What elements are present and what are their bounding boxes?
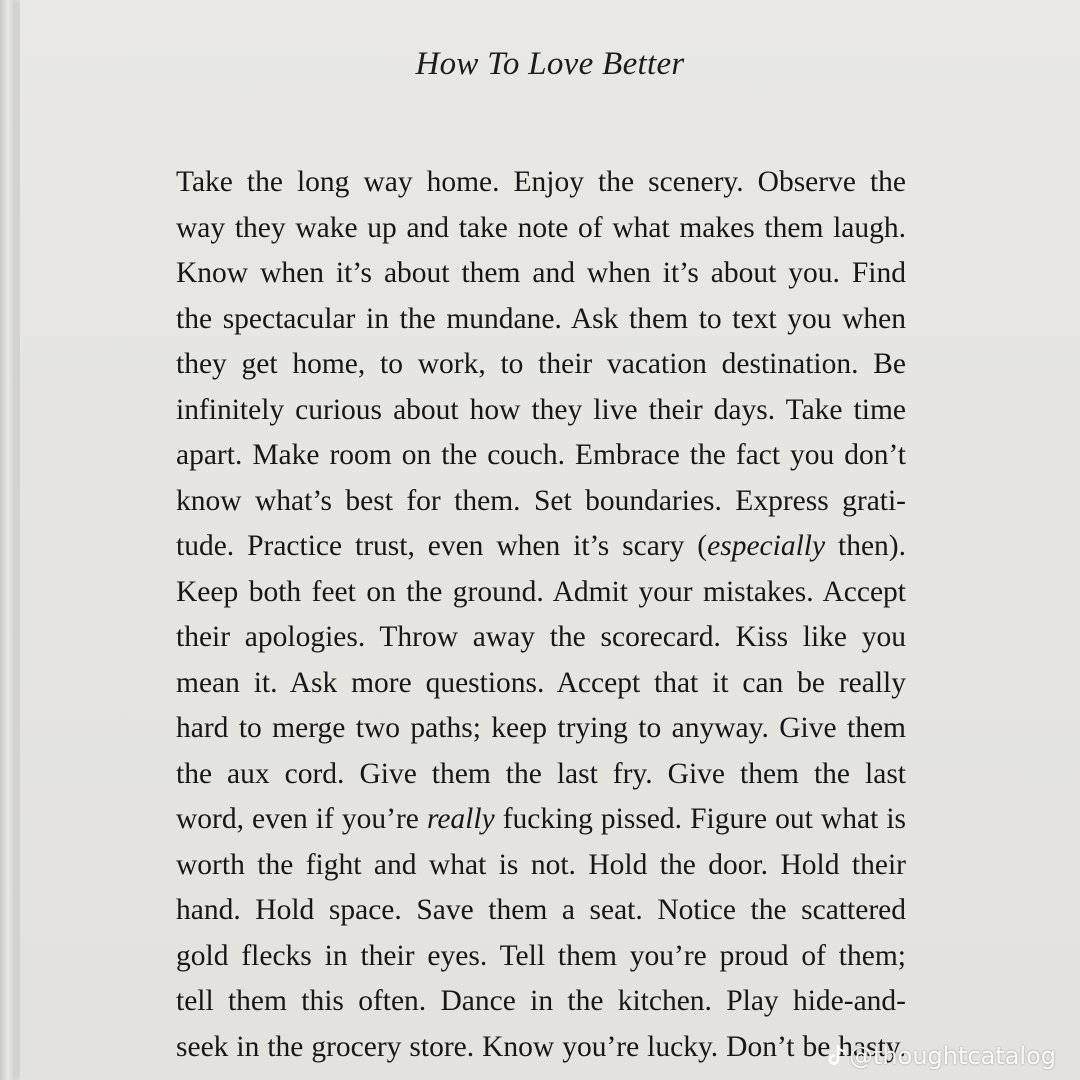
text-line: the spectacular in the mundane. Ask them to text you when	[176, 302, 906, 335]
italic-emphasis: really	[426, 803, 495, 835]
tiktok-icon	[827, 1045, 845, 1067]
text-line: worth the fight and what is not. Hold the door. Hold their	[176, 848, 906, 881]
page-title: How To Love Better	[415, 46, 685, 82]
text-line: the aux cord. Give them the last fry. Give them the last	[176, 757, 906, 790]
text-line: word, even if you’re really fucking pissed. Figure out what is	[176, 803, 907, 835]
text-line: Keep both feet on the ground. Admit your mistakes. Accept	[176, 575, 906, 608]
text-line: tude. Practice trust, even when it’s scary (especially then).	[176, 530, 906, 562]
text-line: Know when it’s about them and when it’s about you. Find	[176, 257, 906, 289]
text-line: hard to merge two paths; keep trying to anyway. Give them	[176, 712, 906, 744]
text-line: mean it. Ask more questions. Accept that it can be really	[176, 666, 906, 699]
book-page	[20, 0, 1080, 1080]
text-line: Take the long way home. Enjoy the scenery. Observe the	[176, 166, 906, 198]
body-paragraph	[176, 160, 906, 1070]
text-line: know what’s best for them. Set boundaries. Express grati-	[176, 484, 906, 517]
watermark-handle: @thoughtcatalog	[849, 1042, 1056, 1070]
text-line: gold flecks in their eyes. Tell them you’re proud of them;	[176, 939, 906, 972]
text-line: tell them this often. Dance in the kitchen. Play hide-and-	[176, 985, 906, 1017]
text-line: seek in the grocery store. Know you’re lucky. Don’t be hasty.	[176, 1030, 906, 1063]
text-line: their apologies. Throw away the scorecard. Kiss like you	[176, 621, 906, 653]
text-line: way they wake up and take note of what makes them laugh.	[176, 211, 906, 244]
text-line: apart. Make room on the couch. Embrace the fact you don’t	[176, 439, 906, 471]
text-line: hand. Hold space. Save them a seat. Notice the scattered	[176, 894, 906, 926]
watermark	[827, 1042, 1056, 1070]
text-line: infinitely curious about how they live their days. Take time	[176, 393, 906, 426]
italic-emphasis: especially	[707, 530, 826, 562]
text-line: they get home, to work, to their vacation destination. Be	[176, 348, 906, 380]
